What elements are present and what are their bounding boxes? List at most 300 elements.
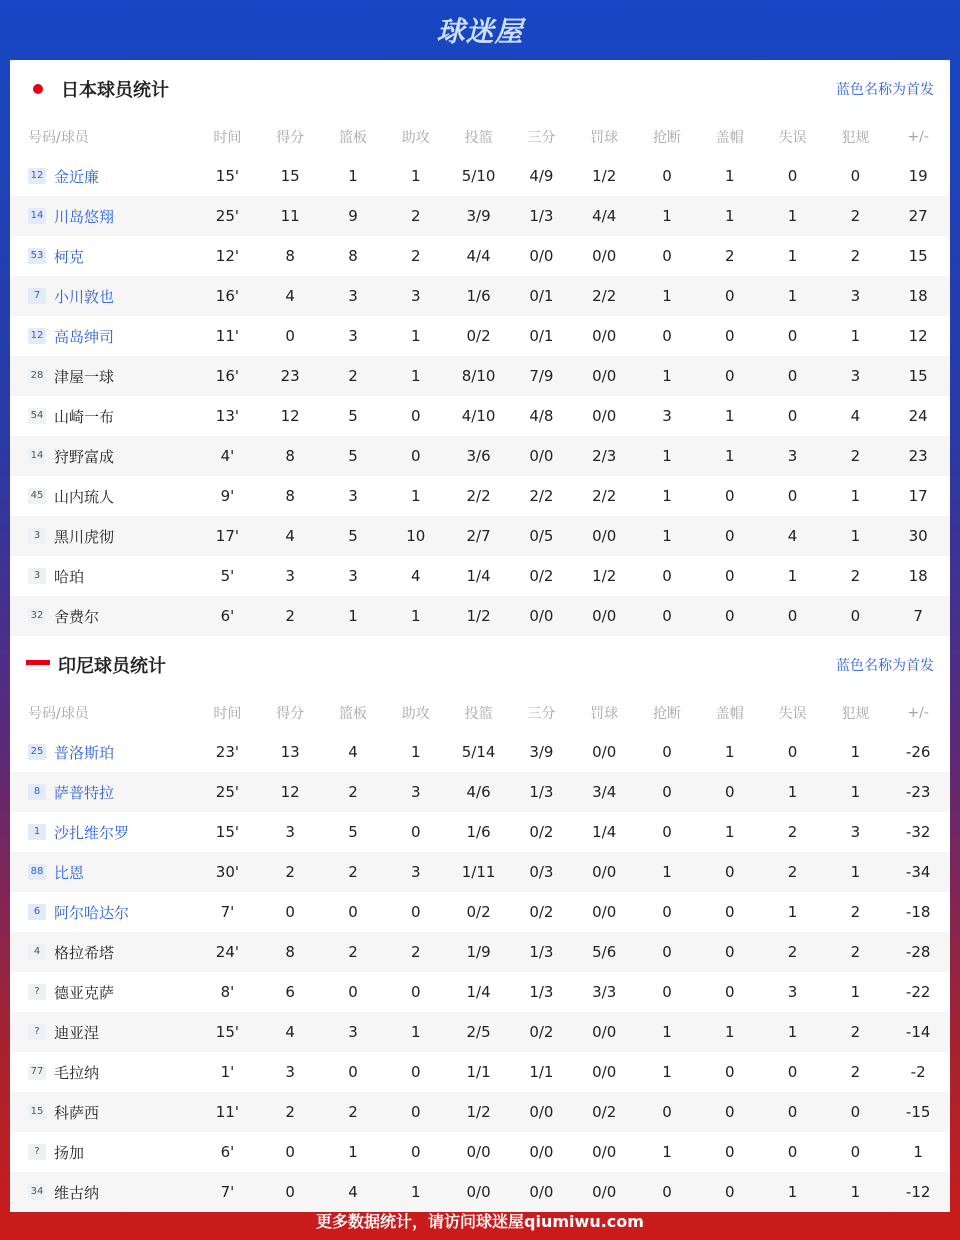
stat-cell: 6 xyxy=(285,983,295,1001)
indonesia-flag-icon xyxy=(26,660,50,670)
stat-cell: 0 xyxy=(662,983,672,1001)
stat-cell: 2 xyxy=(411,207,421,225)
stat-cell: 24 xyxy=(908,407,928,425)
stat-cell: 0 xyxy=(411,983,421,1001)
stat-cell: 1 xyxy=(662,367,672,385)
stat-cell: -28 xyxy=(905,943,931,961)
stat-cell: -15 xyxy=(905,1103,931,1121)
stat-cell: 23 xyxy=(908,447,928,465)
stat-cell: 0 xyxy=(787,487,798,505)
table-row xyxy=(10,596,950,636)
table-row xyxy=(10,892,950,932)
jersey-number-badge: 12 xyxy=(28,168,46,184)
stat-cell: 4 xyxy=(348,743,358,761)
stat-cell: 0 xyxy=(411,1143,421,1161)
stat-cell: 18 xyxy=(908,567,928,585)
stat-cell: 2 xyxy=(787,823,798,841)
stat-cell: 2/2 xyxy=(592,287,617,305)
stat-cell: 0 xyxy=(411,407,421,425)
stat-cell: 0 xyxy=(850,167,861,185)
stat-cell: 13' xyxy=(215,407,239,425)
stat-cell: -32 xyxy=(905,823,931,841)
stat-cell: -12 xyxy=(905,1183,931,1201)
stat-cell: 1 xyxy=(662,447,672,465)
stat-cell: 4/6 xyxy=(466,783,491,801)
player-name: 哈珀 xyxy=(54,567,85,586)
team-section xyxy=(10,636,950,1212)
stat-cell: 3 xyxy=(411,783,421,801)
stat-cell: 0/3 xyxy=(529,863,554,881)
stat-cell: 30 xyxy=(908,527,928,545)
player-cell xyxy=(10,822,196,843)
stat-cell: 2 xyxy=(285,1103,295,1121)
stat-cell: 0/0 xyxy=(592,527,617,545)
stat-cell: 8 xyxy=(285,943,295,961)
stat-cell: 4 xyxy=(348,1183,358,1201)
stat-cell: 0 xyxy=(348,1063,358,1081)
stat-cell: 0/0 xyxy=(592,743,617,761)
stat-cell: 3 xyxy=(348,327,358,345)
stat-cell: 0/0 xyxy=(466,1183,491,1201)
player-cell xyxy=(10,1022,196,1043)
section-header xyxy=(10,60,950,118)
player-cell xyxy=(10,166,196,187)
stat-cell: 4 xyxy=(411,567,421,585)
stat-cell: 0 xyxy=(725,487,735,505)
player-name: 金近廉 xyxy=(54,167,100,186)
stat-cell: 0 xyxy=(725,527,735,545)
stat-cell: 0 xyxy=(787,1103,798,1121)
stat-cell: 3 xyxy=(787,447,798,465)
stat-cell: 0 xyxy=(285,1143,295,1161)
player-cell xyxy=(10,406,196,427)
stat-cell: 3 xyxy=(348,567,358,585)
stat-cell: 0 xyxy=(725,367,735,385)
stat-cell: 1/4 xyxy=(592,823,617,841)
jersey-number-badge: 28 xyxy=(28,368,46,384)
column-header: 失误 xyxy=(778,706,807,722)
stat-cell: 1/3 xyxy=(529,783,554,801)
column-header: 罚球 xyxy=(590,130,619,146)
column-header: 罚球 xyxy=(590,706,619,722)
stat-cell: 2/7 xyxy=(466,527,491,545)
stat-cell: 0 xyxy=(725,983,735,1001)
stat-cell: 3 xyxy=(411,287,421,305)
stat-cell: 6' xyxy=(220,607,235,625)
stat-cell: 1 xyxy=(787,207,798,225)
stat-cell: 1 xyxy=(850,743,861,761)
stat-cell: 0/0 xyxy=(592,903,617,921)
stat-cell: 1 xyxy=(411,327,421,345)
stat-cell: 0 xyxy=(662,167,672,185)
stat-cell: 2 xyxy=(850,1063,861,1081)
section-title: 日本球员统计 xyxy=(61,80,169,101)
player-name: 舍费尔 xyxy=(54,607,100,626)
player-cell xyxy=(10,206,196,227)
stat-cell: 0 xyxy=(662,743,672,761)
jersey-number-badge: 15 xyxy=(28,1104,46,1120)
table-row xyxy=(10,316,950,356)
stat-cell: 3/9 xyxy=(529,743,554,761)
stat-cell: 0 xyxy=(850,1103,861,1121)
stat-cell: 0 xyxy=(662,607,672,625)
stat-cell: 1/3 xyxy=(529,983,554,1001)
stat-cell: 2 xyxy=(850,207,861,225)
stat-cell: 1 xyxy=(662,1063,672,1081)
stat-cell: 5' xyxy=(220,567,235,585)
jersey-number-badge: 34 xyxy=(28,1184,46,1200)
stat-cell: 0 xyxy=(787,327,798,345)
player-cell xyxy=(10,982,196,1003)
stat-cell: 0 xyxy=(725,1183,735,1201)
stat-cell: 0 xyxy=(850,607,861,625)
section-header xyxy=(10,636,950,694)
table-row xyxy=(10,1092,950,1132)
stat-cell: 2 xyxy=(411,247,421,265)
player-cell xyxy=(10,566,196,587)
stat-cell: 16' xyxy=(215,287,239,305)
stat-cell: 15 xyxy=(908,247,928,265)
stat-cell: 9' xyxy=(220,487,235,505)
stat-cell: 0 xyxy=(725,903,735,921)
stat-cell: 12 xyxy=(908,327,928,345)
table-row xyxy=(10,476,950,516)
stat-cell: 25' xyxy=(215,207,239,225)
stat-cell: 15 xyxy=(280,167,300,185)
table-row xyxy=(10,812,950,852)
stat-cell: 1/1 xyxy=(466,1063,491,1081)
column-header: +/- xyxy=(907,705,929,721)
jersey-number-badge: ? xyxy=(28,984,46,1000)
stat-cell: 0/1 xyxy=(529,287,554,305)
stat-cell: 5 xyxy=(348,407,358,425)
column-header: 投篮 xyxy=(464,706,493,722)
stat-cell: 1 xyxy=(787,783,798,801)
player-name: 柯克 xyxy=(54,247,85,266)
stat-cell: 0/0 xyxy=(592,367,617,385)
stat-cell: 4 xyxy=(285,527,295,545)
stat-cell: 0 xyxy=(725,1103,735,1121)
column-header: 时间 xyxy=(213,130,242,146)
stat-cell: 4 xyxy=(285,1023,295,1041)
stat-cell: 0/0 xyxy=(592,607,617,625)
player-name: 毛拉纳 xyxy=(54,1063,100,1082)
stat-cell: 4/9 xyxy=(529,167,554,185)
stat-cell: 18 xyxy=(908,287,928,305)
stat-cell: 3/9 xyxy=(466,207,491,225)
stat-cell: 0 xyxy=(411,1103,421,1121)
stat-cell: 2/2 xyxy=(529,487,554,505)
footer-banner: 更多数据统计，请访问球迷屋qiumiwu.com xyxy=(316,1211,644,1231)
stat-cell: 1/2 xyxy=(592,567,617,585)
jersey-number-badge: 7 xyxy=(28,288,46,304)
stat-cell: 24' xyxy=(215,943,239,961)
stat-cell: 1 xyxy=(850,983,861,1001)
stat-cell: 1 xyxy=(787,247,798,265)
player-cell xyxy=(10,782,196,803)
stat-cell: 1 xyxy=(348,167,358,185)
stat-cell: 16' xyxy=(215,367,239,385)
column-header: 助攻 xyxy=(401,130,430,146)
player-name: 迪亚涅 xyxy=(54,1023,100,1042)
stat-cell: 2 xyxy=(411,943,421,961)
stat-cell: 30' xyxy=(215,863,239,881)
stat-cell: -26 xyxy=(905,743,931,761)
player-name: 扬加 xyxy=(54,1143,85,1162)
stat-cell: 1/11 xyxy=(461,863,496,881)
stat-cell: 0/2 xyxy=(529,1023,554,1041)
stat-cell: 0/0 xyxy=(592,247,617,265)
stat-cell: -2 xyxy=(910,1063,926,1081)
jersey-number-badge: 12 xyxy=(28,328,46,344)
stat-cell: 2 xyxy=(285,607,295,625)
stat-cell: 5 xyxy=(348,447,358,465)
stat-cell: 2 xyxy=(348,943,358,961)
stat-cell: 1/2 xyxy=(466,607,491,625)
stat-cell: 0/0 xyxy=(529,447,554,465)
column-header: 得分 xyxy=(276,130,305,146)
stat-cell: 8 xyxy=(285,487,295,505)
stat-cell: 0 xyxy=(662,783,672,801)
column-header: 投篮 xyxy=(464,130,493,146)
stat-cell: 1/6 xyxy=(466,287,491,305)
stat-cell: 0 xyxy=(725,1063,735,1081)
table-row xyxy=(10,1132,950,1172)
stat-cell: 0/2 xyxy=(592,1103,617,1121)
player-cell xyxy=(10,862,196,883)
player-name: 沙扎维尔罗 xyxy=(54,823,130,842)
column-header: +/- xyxy=(907,129,929,145)
stat-cell: 0 xyxy=(725,863,735,881)
jersey-number-badge: ? xyxy=(28,1024,46,1040)
stat-cell: 2 xyxy=(787,863,798,881)
stat-cell: 2/3 xyxy=(592,447,617,465)
stat-cell: 8 xyxy=(285,247,295,265)
stat-cell: 11' xyxy=(215,327,239,345)
stat-cell: 12' xyxy=(215,247,239,265)
stat-cell: 0/0 xyxy=(592,1143,617,1161)
stat-cell: 0 xyxy=(285,903,295,921)
stat-cell: 0 xyxy=(725,783,735,801)
stat-cell: 2/5 xyxy=(466,1023,491,1041)
stat-cell: 11 xyxy=(280,207,300,225)
stat-cell: 7' xyxy=(220,1183,235,1201)
column-header: 三分 xyxy=(527,130,556,146)
player-cell xyxy=(10,246,196,267)
stat-cell: 1 xyxy=(662,487,672,505)
stat-cell: 0/0 xyxy=(592,1183,617,1201)
stat-cell: 0 xyxy=(850,1143,861,1161)
stat-cell: 0 xyxy=(725,567,735,585)
stat-cell: 2/2 xyxy=(466,487,491,505)
stat-cell: 0 xyxy=(787,743,798,761)
stat-cell: 1 xyxy=(348,1143,358,1161)
stat-cell: 0 xyxy=(662,1103,672,1121)
stat-cell: 0 xyxy=(662,567,672,585)
stat-cell: 0/2 xyxy=(529,567,554,585)
column-header: 犯规 xyxy=(841,130,870,146)
stat-cell: 0 xyxy=(662,823,672,841)
stats-panel xyxy=(10,60,950,1200)
table-row xyxy=(10,556,950,596)
player-name: 津屋一球 xyxy=(54,367,115,386)
jersey-number-badge: 53 xyxy=(28,248,46,264)
column-header: 盖帽 xyxy=(715,706,744,722)
jersey-number-badge: 14 xyxy=(28,448,46,464)
stat-cell: 0/0 xyxy=(529,1183,554,1201)
stat-cell: 7 xyxy=(913,607,923,625)
player-name: 德亚克萨 xyxy=(54,983,115,1002)
player-cell xyxy=(10,606,196,627)
stat-cell: 1 xyxy=(725,447,735,465)
stat-cell: 1/4 xyxy=(466,567,491,585)
stat-cell: 1 xyxy=(850,527,861,545)
table-row xyxy=(10,436,950,476)
stat-cell: 1/1 xyxy=(529,1063,554,1081)
stat-cell: 2 xyxy=(850,247,861,265)
stat-cell: 0/0 xyxy=(529,247,554,265)
stat-cell: 1 xyxy=(725,167,735,185)
player-name: 山崎一布 xyxy=(54,407,115,426)
stat-cell: 1 xyxy=(411,607,421,625)
column-header: 得分 xyxy=(276,706,305,722)
table-row xyxy=(10,396,950,436)
stat-cell: 1 xyxy=(787,1023,798,1041)
table-row xyxy=(10,732,950,772)
stat-cell: 12 xyxy=(280,783,300,801)
jersey-number-badge: 4 xyxy=(28,944,46,960)
stat-cell: 3 xyxy=(850,287,861,305)
stat-cell: 2 xyxy=(850,943,861,961)
player-cell xyxy=(10,942,196,963)
stat-cell: 0 xyxy=(662,327,672,345)
column-header: 盖帽 xyxy=(715,130,744,146)
player-cell xyxy=(10,902,196,923)
table-row xyxy=(10,156,950,196)
stat-cell: 3 xyxy=(787,983,798,1001)
team-section xyxy=(10,60,950,636)
stat-cell: 8' xyxy=(220,983,235,1001)
stat-cell: 2 xyxy=(850,903,861,921)
stat-cell: 0/0 xyxy=(592,407,617,425)
stat-cell: 1/3 xyxy=(529,207,554,225)
section-title: 印尼球员统计 xyxy=(58,656,166,677)
stat-cell: 10 xyxy=(406,527,426,545)
stat-cell: 1' xyxy=(220,1063,235,1081)
player-name: 阿尔哈达尔 xyxy=(54,903,130,922)
stat-cell: 1 xyxy=(662,863,672,881)
stat-cell: 1 xyxy=(725,823,735,841)
jersey-number-badge: 45 xyxy=(28,488,46,504)
stat-cell: 0/0 xyxy=(529,607,554,625)
column-header: 三分 xyxy=(527,706,556,722)
stat-cell: 1 xyxy=(662,527,672,545)
stat-cell: 12 xyxy=(280,407,300,425)
stat-cell: 15' xyxy=(215,1023,239,1041)
player-cell xyxy=(10,526,196,547)
jersey-number-badge: ? xyxy=(28,1144,46,1160)
stat-cell: 15' xyxy=(215,823,239,841)
table-row xyxy=(10,236,950,276)
stat-cell: 1 xyxy=(662,1023,672,1041)
column-header-row xyxy=(10,118,950,156)
stat-cell: 1 xyxy=(662,207,672,225)
table-row xyxy=(10,1052,950,1092)
stat-cell: 1 xyxy=(662,287,672,305)
stat-cell: 0/0 xyxy=(592,327,617,345)
stat-cell: 2 xyxy=(850,447,861,465)
stat-cell: 0 xyxy=(662,1183,672,1201)
stat-cell: 1/6 xyxy=(466,823,491,841)
jersey-number-badge: 32 xyxy=(28,608,46,624)
stat-cell: 0/2 xyxy=(466,903,491,921)
stat-cell: 4/10 xyxy=(461,407,496,425)
stat-cell: 0 xyxy=(725,327,735,345)
stat-cell: 4/4 xyxy=(466,247,491,265)
stat-cell: 0/2 xyxy=(529,823,554,841)
stat-cell: 11' xyxy=(215,1103,239,1121)
stat-cell: 8/10 xyxy=(461,367,496,385)
stat-cell: 2 xyxy=(850,567,861,585)
site-logo: 球迷屋 xyxy=(436,15,524,48)
stat-cell: 0 xyxy=(411,447,421,465)
stat-cell: 0 xyxy=(411,903,421,921)
stat-cell: 0 xyxy=(725,1143,735,1161)
stat-cell: 0 xyxy=(411,823,421,841)
stat-cell: 4/4 xyxy=(592,207,617,225)
stat-cell: 5/6 xyxy=(592,943,617,961)
stat-cell: 3 xyxy=(348,287,358,305)
player-cell xyxy=(10,742,196,763)
app-header xyxy=(0,0,960,60)
stat-cell: 1 xyxy=(787,567,798,585)
stat-cell: 3/4 xyxy=(592,783,617,801)
stat-cell: 1 xyxy=(725,407,735,425)
stat-cell: 0/5 xyxy=(529,527,554,545)
stat-cell: 0 xyxy=(787,1063,798,1081)
column-header: 失误 xyxy=(778,130,807,146)
stat-cell: 2 xyxy=(787,943,798,961)
player-name: 小川敦也 xyxy=(54,287,115,306)
stat-cell: 2 xyxy=(285,863,295,881)
stat-cell: 1 xyxy=(348,607,358,625)
stat-cell: 0/0 xyxy=(529,1143,554,1161)
stat-cell: 1 xyxy=(787,903,798,921)
player-name: 高岛绅司 xyxy=(54,327,115,346)
stat-cell: 1 xyxy=(850,487,861,505)
stat-cell: 3 xyxy=(850,823,861,841)
column-header: 号码/球员 xyxy=(28,130,89,146)
jersey-number-badge: 88 xyxy=(28,864,46,880)
player-cell xyxy=(10,326,196,347)
stat-cell: 19 xyxy=(908,167,928,185)
player-name: 黑川虎彻 xyxy=(54,527,115,546)
stat-cell: 0 xyxy=(662,903,672,921)
stat-cell: -34 xyxy=(905,863,931,881)
stat-cell: 0 xyxy=(285,1183,295,1201)
stat-cell: 0 xyxy=(725,287,735,305)
stat-cell: 15' xyxy=(215,167,239,185)
stat-cell: 4/8 xyxy=(529,407,554,425)
stat-cell: 1 xyxy=(411,367,421,385)
stat-cell: 3 xyxy=(285,823,295,841)
stat-cell: 2 xyxy=(348,783,358,801)
stat-cell: 1 xyxy=(662,1143,672,1161)
column-header: 助攻 xyxy=(401,706,430,722)
stat-cell: 0 xyxy=(787,367,798,385)
jersey-number-badge: 54 xyxy=(28,408,46,424)
stat-cell: -14 xyxy=(905,1023,931,1041)
